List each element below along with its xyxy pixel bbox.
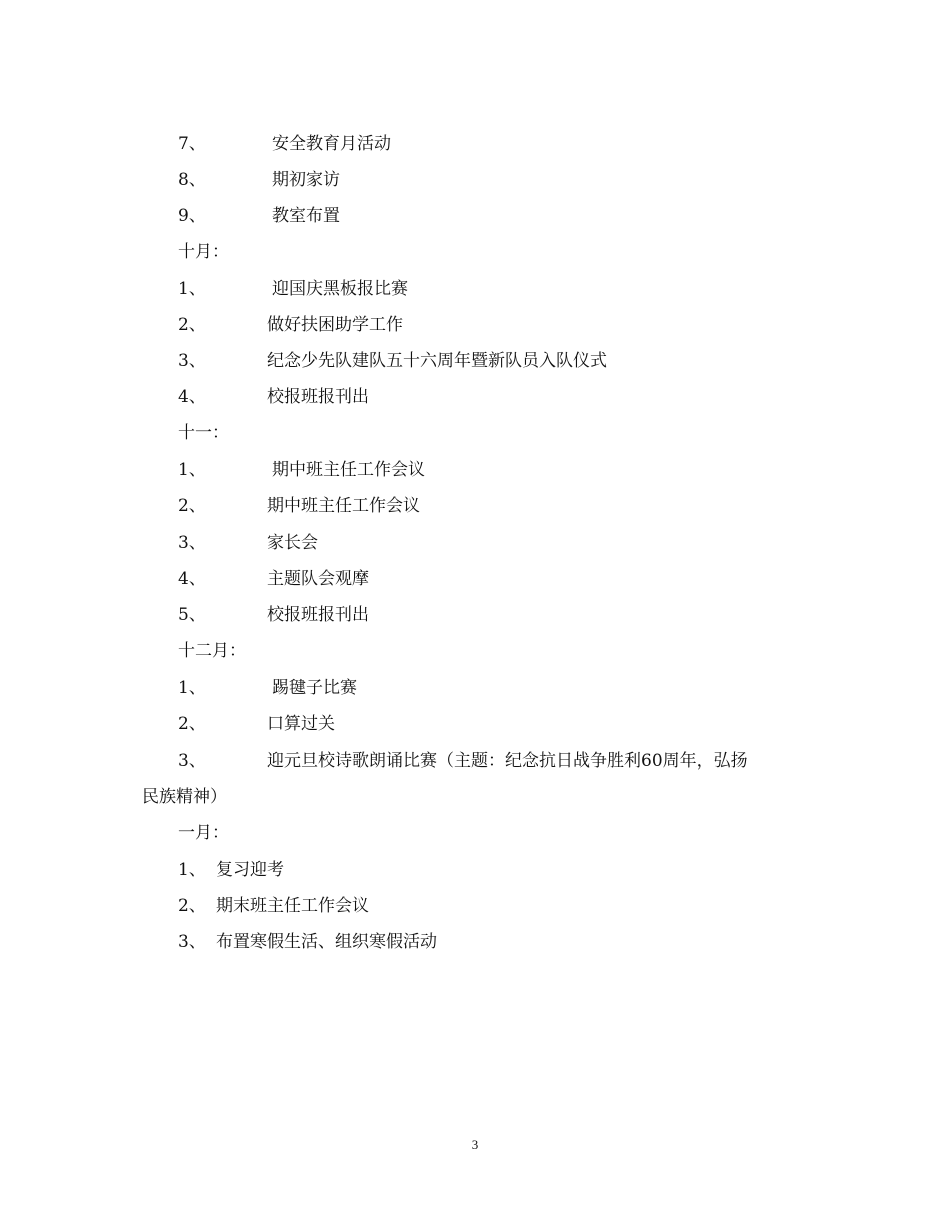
item-text: 做好扶困助学工作	[267, 315, 403, 335]
item-text: 迎国庆黑板报比赛	[272, 279, 408, 299]
heading-text: 十二月：	[178, 641, 246, 661]
item-number: 3、	[178, 932, 206, 952]
item-number: 3、	[178, 351, 206, 371]
item-number: 4、	[178, 569, 206, 589]
item-text: 期末班主任工作会议	[216, 896, 369, 916]
item-number: 2、	[178, 496, 206, 516]
item-text: 复习迎考	[216, 860, 284, 880]
item-number: 7、	[178, 134, 206, 154]
item-number: 2、	[178, 714, 206, 734]
item-text: 期中班主任工作会议	[267, 496, 420, 516]
item-number: 4、	[178, 387, 206, 407]
item-text: 主题队会观摩	[267, 569, 369, 589]
item-number: 1、	[178, 678, 206, 698]
page-number: 3	[471, 1137, 479, 1152]
item-number: 2、	[178, 896, 206, 916]
item-number: 3、	[178, 751, 206, 771]
item-text-continuation: 民族精神）	[142, 787, 227, 807]
heading-text: 一月：	[178, 823, 229, 843]
item-text: 期中班主任工作会议	[272, 460, 425, 480]
item-number: 9、	[178, 206, 206, 226]
item-text: 校报班报刊出	[267, 387, 369, 407]
item-text: 纪念少先队建队五十六周年暨新队员入队仪式	[267, 351, 607, 371]
item-text: 口算过关	[267, 714, 335, 734]
item-number: 8、	[178, 170, 206, 190]
item-text: 布置寒假生活、组织寒假活动	[216, 932, 437, 952]
item-number: 1、	[178, 460, 206, 480]
item-number: 5、	[178, 605, 206, 625]
item-number: 1、	[178, 279, 206, 299]
item-number: 2、	[178, 315, 206, 335]
item-number: 1、	[178, 860, 206, 880]
item-text: 迎元旦校诗歌朗诵比赛（主题：纪念抗日战争胜利60周年，弘扬	[267, 751, 748, 771]
heading-text: 十一：	[178, 423, 229, 443]
item-text: 踢毽子比赛	[272, 678, 357, 698]
item-text: 安全教育月活动	[272, 134, 391, 154]
item-text: 家长会	[267, 533, 318, 553]
item-text: 教室布置	[272, 206, 340, 226]
item-number: 3、	[178, 533, 206, 553]
heading-text: 十月：	[178, 242, 229, 262]
item-text: 校报班报刊出	[267, 605, 369, 625]
item-text: 期初家访	[272, 170, 340, 190]
